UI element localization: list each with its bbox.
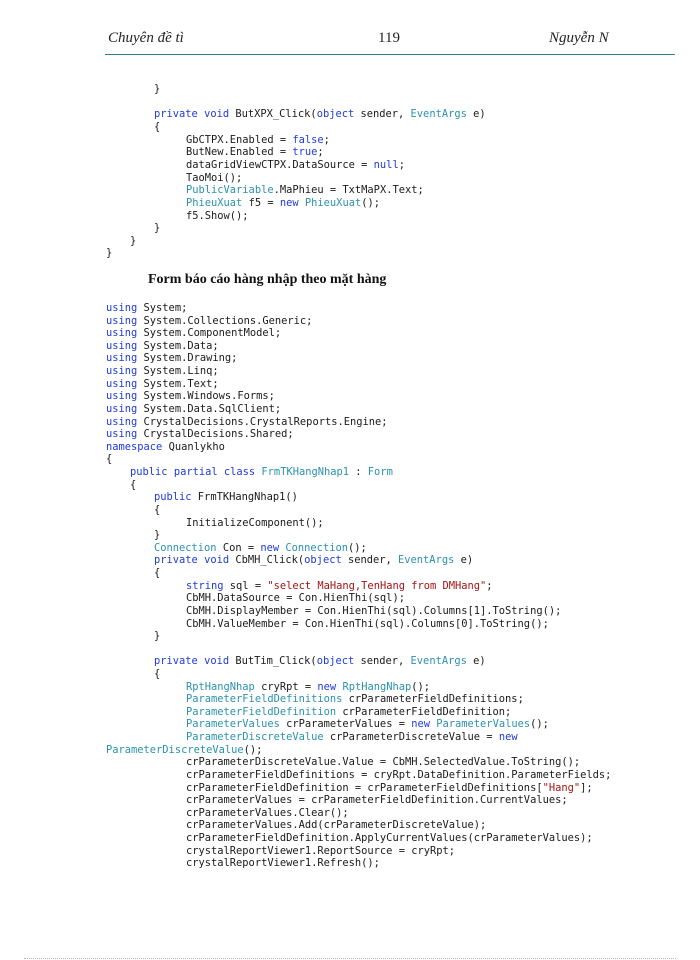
code-token: ]; xyxy=(580,781,593,794)
code-token: FrmTKHangNhap1() xyxy=(191,491,298,504)
code-token: System.ComponentModel; xyxy=(137,327,282,340)
code-token: sender, xyxy=(354,655,411,668)
code-token: crystalReportViewer1.ReportSource = cryRpt; xyxy=(186,844,455,857)
code-token: true xyxy=(292,146,318,159)
code-token: System.Windows.Forms; xyxy=(137,390,275,403)
code-token: using xyxy=(106,428,138,441)
code-line xyxy=(186,857,380,869)
code-line xyxy=(186,807,349,819)
code-line xyxy=(106,390,275,402)
code-token: class xyxy=(223,466,256,479)
code-token: : xyxy=(349,466,368,479)
code-token: Connection xyxy=(154,541,217,554)
code-token: { xyxy=(130,478,137,491)
code-token: object xyxy=(304,554,342,567)
code-line xyxy=(154,655,486,667)
code-token: } xyxy=(154,222,161,235)
code-line xyxy=(106,416,388,428)
code-token: sql = xyxy=(223,579,268,592)
code-token: System.Collections.Generic; xyxy=(137,314,313,327)
code-line xyxy=(186,580,493,592)
code-token: "Hang" xyxy=(542,781,581,794)
code-token: f5 = xyxy=(242,196,280,209)
code-token: object xyxy=(316,655,355,668)
code-token: crParameterValues = xyxy=(279,718,412,731)
header-right-author: Nguyễn N xyxy=(549,30,609,46)
code-token: PhieuXuat xyxy=(304,196,362,209)
code-token: crystalReportViewer1.Refresh(); xyxy=(186,857,380,870)
section-heading: Form báo cáo hàng nhập theo mặt hàng xyxy=(148,272,387,287)
code-token: ButNew.Enabled = xyxy=(186,146,293,159)
header-rule xyxy=(105,54,675,55)
code-token: sender, xyxy=(341,554,399,567)
code-token: { xyxy=(154,120,161,133)
code-token: System.Linq; xyxy=(137,365,219,378)
code-token: using xyxy=(106,377,138,390)
code-line xyxy=(186,172,242,184)
code-token: ButXPX_Click( xyxy=(229,108,317,121)
code-line xyxy=(154,567,160,579)
code-token: using xyxy=(106,402,138,415)
code-token: ButTim_Click( xyxy=(229,655,317,668)
code-token: System.Drawing; xyxy=(137,352,238,365)
code-token: dataGridViewCTPX.DataSource = xyxy=(186,158,374,171)
code-token: public xyxy=(130,466,168,479)
code-token: new xyxy=(279,196,299,209)
code-line xyxy=(186,159,405,171)
code-line xyxy=(106,453,112,465)
code-token: ; xyxy=(398,158,405,171)
code-token: { xyxy=(154,503,161,516)
code-line xyxy=(154,542,367,554)
code-token: string xyxy=(186,579,224,592)
code-line xyxy=(130,235,136,247)
code-token: System; xyxy=(137,302,188,314)
code-line xyxy=(186,517,324,529)
code-token: ParameterFieldDefinitions xyxy=(186,693,343,706)
code-token: CbMH_Click( xyxy=(229,554,305,567)
code-token: EventArgs xyxy=(398,554,455,567)
code-token: FrmTKHangNhap1 xyxy=(261,466,350,479)
code-token: CbMH.ValueMember = Con.HienThi(sql).Columns[0].ToString(); xyxy=(186,617,549,630)
code-line xyxy=(106,247,112,259)
code-line xyxy=(154,108,486,120)
code-token: crParameterFieldDefinition.ApplyCurrentValues(crParameterValues); xyxy=(186,832,593,845)
code-token: } xyxy=(154,529,161,542)
code-line xyxy=(186,769,611,781)
code-token: private xyxy=(154,655,198,668)
code-line xyxy=(106,315,312,327)
code-token: crParameterDiscreteValue = xyxy=(323,731,499,744)
code-token: { xyxy=(154,667,161,680)
code-token: new xyxy=(411,718,430,731)
code-token: { xyxy=(106,453,113,466)
code-token: using xyxy=(106,302,138,314)
code-line xyxy=(186,605,561,617)
code-token: "select MaHang,TenHang from DMHang" xyxy=(267,579,487,592)
code-token: ParameterDiscreteValue xyxy=(106,743,244,756)
code-token: ParameterDiscreteValue xyxy=(186,731,324,744)
code-token: crParameterValues.Clear(); xyxy=(186,806,349,819)
code-line xyxy=(186,210,249,222)
code-token: e) xyxy=(466,655,486,668)
code-line xyxy=(186,718,549,730)
code-line xyxy=(154,83,160,95)
code-line xyxy=(154,529,160,541)
code-token: System.Text; xyxy=(137,377,219,390)
code-token: crParameterFieldDefinition; xyxy=(336,705,512,718)
code-token: void xyxy=(204,554,230,567)
code-token: crParameterFieldDefinitions = cryRpt.DataDefinition.ParameterFields; xyxy=(186,768,612,781)
code-token: Form xyxy=(367,466,393,479)
code-token: ParameterValues xyxy=(186,718,280,731)
code-token: void xyxy=(204,655,230,668)
code-token: } xyxy=(130,234,137,247)
code-token: using xyxy=(106,352,138,365)
code-token: PhieuXuat xyxy=(186,196,243,209)
code-token: PublicVariable xyxy=(186,184,274,197)
code-token: Con = xyxy=(216,541,261,554)
code-token: System.Data; xyxy=(137,339,219,352)
code-token: EventArgs xyxy=(410,655,467,668)
code-token: e) xyxy=(454,554,474,567)
code-line xyxy=(154,668,160,680)
code-line xyxy=(186,845,455,857)
code-line xyxy=(106,352,237,364)
code-line xyxy=(106,327,281,339)
code-line xyxy=(106,744,262,756)
code-token: EventArgs xyxy=(410,108,467,121)
code-line xyxy=(186,618,549,630)
code-line xyxy=(186,706,511,718)
code-token: using xyxy=(106,314,138,327)
code-token: using xyxy=(106,327,138,340)
code-token: crParameterFieldDefinition = crParameterFieldDefinitions[ xyxy=(186,781,543,794)
code-line xyxy=(186,681,430,693)
code-token: ; xyxy=(317,146,324,159)
code-token: using xyxy=(106,365,138,378)
code-line xyxy=(154,491,298,503)
code-token: CbMH.DataSource = Con.HienThi(sql); xyxy=(186,592,405,605)
code-line xyxy=(186,731,518,743)
code-token: public xyxy=(154,491,192,504)
code-line xyxy=(186,592,405,604)
code-token: ParameterFieldDefinition xyxy=(186,705,337,718)
code-token: null xyxy=(373,158,399,171)
code-line xyxy=(154,554,473,566)
code-line xyxy=(186,197,380,209)
code-line xyxy=(154,630,160,642)
code-token: crParameterValues.Add(crParameterDiscreteValue); xyxy=(186,819,487,832)
code-token: CrystalDecisions.CrystalReports.Engine; xyxy=(137,415,388,428)
code-line xyxy=(154,222,160,234)
code-line xyxy=(186,146,324,158)
footer-rule xyxy=(24,958,676,959)
code-line xyxy=(106,428,294,440)
code-token: } xyxy=(106,247,113,260)
code-token: void xyxy=(204,108,230,121)
code-token: private xyxy=(154,554,198,567)
code-token: new xyxy=(498,731,518,744)
code-line xyxy=(106,403,281,415)
code-token: new xyxy=(260,541,280,554)
header-left-title: Chuyên đề tì xyxy=(108,30,184,46)
code-line xyxy=(186,756,580,768)
code-token: RptHangNhap xyxy=(342,680,412,693)
code-line xyxy=(186,184,424,196)
code-token: using xyxy=(106,415,138,428)
code-token: Connection xyxy=(285,541,348,554)
code-line xyxy=(154,504,160,516)
code-line xyxy=(106,340,219,352)
code-line xyxy=(106,378,219,390)
code-line xyxy=(186,832,593,844)
code-line xyxy=(130,479,136,491)
code-token: InitializeComponent(); xyxy=(186,516,324,529)
code-token: e) xyxy=(466,108,486,121)
code-token: ; xyxy=(486,579,493,592)
code-token: System.Data.SqlClient; xyxy=(137,402,282,415)
code-line xyxy=(154,121,160,133)
code-token: (); xyxy=(243,743,263,756)
code-token: ParameterValues xyxy=(436,718,531,731)
code-line xyxy=(186,819,486,831)
code-token: private xyxy=(154,108,198,121)
code-token: Quanlykho xyxy=(162,440,225,453)
code-token: } xyxy=(154,630,161,643)
code-token: RptHangNhap xyxy=(186,680,255,693)
code-token: CbMH.DisplayMember = Con.HienThi(sql).Columns[1].ToString(); xyxy=(186,604,562,617)
code-token: .MaPhieu = TxtMaPX.Text; xyxy=(273,184,424,197)
code-line xyxy=(106,365,219,377)
code-token: (); xyxy=(411,680,431,693)
code-token: GbCTPX.Enabled = xyxy=(186,133,293,146)
code-token: false xyxy=(292,133,324,146)
code-line xyxy=(130,466,393,478)
code-token: crParameterDiscreteValue.Value = CbMH.SelectedValue.ToString(); xyxy=(186,756,581,769)
code-token: new xyxy=(317,680,337,693)
code-token: (); xyxy=(347,541,367,554)
code-token: f5.Show(); xyxy=(186,209,249,222)
code-token: using xyxy=(106,339,138,352)
code-line xyxy=(186,794,568,806)
code-token: namespace xyxy=(106,440,163,453)
page-number: 119 xyxy=(378,30,400,46)
code-token: ; xyxy=(323,133,330,146)
code-token: crParameterFieldDefinitions; xyxy=(342,693,524,706)
code-token: TaoMoi(); xyxy=(186,171,243,184)
code-line xyxy=(186,782,593,794)
code-token: { xyxy=(154,567,161,580)
code-token: using xyxy=(106,390,138,403)
code-token: (); xyxy=(530,718,549,731)
code-token: object xyxy=(316,108,355,121)
code-token: cryRpt = xyxy=(254,680,318,693)
code-token: sender, xyxy=(354,108,411,121)
code-token: CrystalDecisions.Shared; xyxy=(137,428,294,441)
code-line xyxy=(186,693,524,705)
code-token: partial xyxy=(173,466,218,479)
code-line xyxy=(106,441,225,453)
code-line xyxy=(106,302,187,314)
code-token: crParameterValues = crParameterFieldDefinition.CurrentValues; xyxy=(186,794,568,807)
code-token: } xyxy=(154,83,161,95)
code-line xyxy=(186,134,330,146)
code-token: (); xyxy=(361,196,380,209)
